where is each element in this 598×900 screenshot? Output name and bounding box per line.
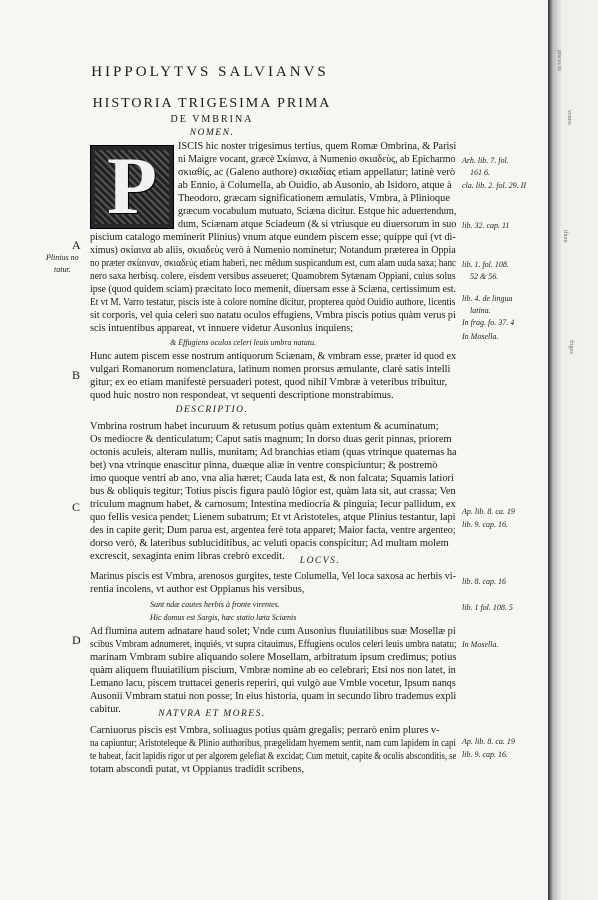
body-line: te habeat, facit lapidis rigor ut per algorem gelefiat & excidat; Cum metuit, capite & oculis absconditis, se [90, 751, 457, 762]
margin-note-right: 161 6. [470, 168, 490, 177]
body-line: quod huic nostro non respondeat, vt sequenti descriptione monstrabimus. [90, 390, 394, 401]
body-line: ni Maigre vocant, græcè Σκίαινα, à Numenio σκιαδεὺς, ab Epicharmo [178, 154, 456, 165]
facing-page-edge [548, 0, 598, 900]
body-line: cabitur. [90, 704, 121, 715]
body-line: scis intuentibus appareat, vt innuere videtur Ausonius inquiens; [90, 323, 354, 334]
body-line: Hunc autem piscem esse nostrum antiquorum Sciænam, & vmbram esse, præter id quod ex [90, 351, 457, 362]
body-line: quo fellis vesica pendet; Lienem subatrum; Et vt Aristoteles, atque Plinius testantur, lapi [90, 512, 456, 523]
margin-note-right: lib. 9. cap. 16. [462, 520, 508, 529]
body-line: no præter σκίαιναν, σκιαδεὺς etiam haberi, nec mêdum suspicandum est, cum alam uuda saxa; hanc [90, 258, 457, 269]
verse-line: Hic domus est Sargis, hæc statio læta Sciænis [150, 613, 297, 622]
body-line: quàm aliquem fluuiatilium piscium, Vmbræ nomine ab eo celebrari; Etsi nos non latet, in [90, 665, 456, 676]
margin-note-right: lib. 8. cap. 16 [462, 577, 506, 586]
margin-note-right: Ap. lib. 8. ca. 19 [462, 507, 515, 516]
chapter-title: HISTORIA TRIGESIMA PRIMA [92, 96, 332, 111]
gutter-text: ventre [566, 110, 572, 125]
body-line: sit corporis, vel quia celeri suo natatu oculos effugiens, Vmbra piscis potius quàm verus pi [90, 310, 456, 321]
body-line: Marinus piscis est Vmbra, arenosos gurgites, teste Columella, Vel loca saxosa ac herbis vi- [90, 571, 456, 582]
gutter-text: pisces in [556, 50, 562, 71]
margin-note-right: Arh. lib. 7. fol. [462, 156, 509, 165]
body-line: totam abscondi putat, vt Oppianus tradidit scribens, [90, 764, 305, 775]
body-line: ISCIS hic noster trigesimus tertius, quem Romæ Ombrina, & Parisi [178, 141, 457, 152]
margin-note-right: lib. 1. fol. 108. [462, 260, 509, 269]
margin-note-right: In Mosella. [462, 640, 499, 649]
body-line: Lemano lacu, piscem truttacei generis reperiri, qui vulgò aue Vmble vocetur, Ipsum nanqs [90, 678, 456, 689]
body-line: des in capite gerit; Dum parua est, argentea ferè tota apparet; Maior facta, ventre argenteo; [90, 525, 456, 536]
body-line: vulgari Romanorum nomenclatura, latinum nomen prorsus æmulante, clarè satis intelli [90, 364, 451, 375]
body-line: Et vt M. Varro testatur, piscis iste à colore nomine dicitur, propterea quòd Ouidio authore, licentis [90, 297, 456, 308]
body-line: scibus Vmbram adnumeret, inquiés, vt supra citauimus, Effugiens oculos celeri leuis umbra natatu; [90, 639, 457, 650]
body-line: Carniuorus piscis est Vmbra, soliuagus potius quàm gregalis; perrarò enim plures v- [90, 725, 440, 736]
margin-note-right: lib. 32. cap. 11 [462, 221, 510, 230]
section-head-nomen: NOMEN. [189, 128, 235, 138]
body-line: σκιαθίς, ac (Galeno authore) σκιαδίας etiam appellatur; latinè verò [178, 167, 456, 178]
decorated-initial [90, 145, 174, 229]
section-head-locus: LOCVS. [299, 556, 341, 566]
body-line: excrescit, sexaginta enim libras crebrò excedit. [90, 551, 285, 562]
body-line: Ad flumina autem adnatare haud solet; Vnde cum Ausonius fluuiatilibus suæ Mosellæ pi [90, 626, 456, 637]
body-line: nero saxa herbisq. colere, eisdem versibus asseueret; Quamobrem Sytænam Oppiani, cuius solus [90, 271, 456, 282]
body-line: Ausonii Vmbram statui non posse; In eius historia, quam in secundo libro trademus expli [90, 691, 457, 702]
margin-letter: A [72, 238, 81, 252]
margin-letter: D [72, 633, 81, 647]
margin-letter: C [72, 500, 81, 514]
margin-note-right: cla. lib. 2. fol. 29. II [462, 181, 526, 190]
body-line: dum, Sciænam atque Sciadeum (& si vtriusque eu diuersorum in suo [178, 219, 457, 230]
running-head: HIPPOLYTVS SALVIANVS [91, 64, 329, 80]
margin-note-right: lib. 1 fol. 108. 5 [462, 603, 513, 612]
margin-note-left: Plinius no [46, 253, 79, 262]
margin-note-right: latina. [470, 306, 491, 315]
body-line: gitur; ex eo etiam manifestè persuaderi potest, quod nihil Vmbræ à veteribus tribuitur, [90, 377, 448, 388]
body-line: Vmbrina rostrum habet incuruum & retusum potius quàm extentum & acuminatum; [90, 421, 439, 432]
body-line: dorso verò, & lateribus subluciditibus, ac veluti opacis conspicitur; Ad multam molem [90, 538, 449, 549]
section-head-descriptio: DESCRIPTIO. [175, 405, 249, 415]
body-line: octonis aculeis, alteram nullis, munitam; Ad branchias etiam (quas vtrinque quaternas ha [90, 447, 457, 458]
margin-note-right: lib. 4. de lingua [462, 294, 513, 303]
body-line: triculum magnum habet, & carnosum; Intestina mediocria & pinguia; Iecur pallidum, ex [90, 499, 456, 510]
body-line: ipse (quod quidem sciam) præcitato loco memenit, diuersam esse à Sciæna, certissimum est. [90, 284, 457, 295]
body-line: marinam Vmbram subire aliquando solere Mosellam, arbitratum ipsum credimus; potius [90, 652, 457, 663]
verse-line: & Effugiens oculos celeri leuis umbra natatu. [170, 338, 316, 347]
gutter-text: frigus [568, 340, 574, 354]
verse-line: Sunt ndæ cautes herbis à fronte virentes. [150, 600, 280, 609]
margin-note-right: Ap. lib. 8. ca. 19 [462, 737, 515, 746]
margin-note-right: lib. 9. cap. 16. [462, 750, 508, 759]
body-line: piscium catalogo meminerit Plinius) vnum atque eundem piscem esse; quippe qui (vt di- [90, 232, 456, 243]
margin-note-right: In frag. fo. 37. 4 [462, 318, 515, 327]
body-line: ab Ennio, à Columella, ab Ouidio, ab Ausonio, ab Isidoro, atque à [178, 180, 452, 191]
body-line: græcum vocabulum mutuato, Sciæna dicitur. Estque hic aduertendum, [178, 206, 457, 217]
body-line: ximus) σκίαινα ab aliis, σκιαδεὺς verò à Numenio nominetur; Notandum præterea in Oppia [90, 245, 456, 256]
chapter-subtitle: DE VMBRINA [170, 114, 254, 125]
body-line: rentia incolens, vt author est Oppianus his versibus, [90, 584, 305, 595]
body-line: bet) vna vtrinque enascitur pinna, duæque aliæ in ventre conspiciuntur; & postremò [90, 460, 438, 471]
body-line: imo quoque ventri ab ano, vna alia hæret; Cauda lata est, & non falcata; Squamis latiori [90, 473, 454, 484]
body-line: Os mediocre & denticulatum; Caput satis magnum; In dorso duas gerit pinnas, priorem [90, 434, 452, 445]
body-line: bus & obliquis tegitur; Totius piscis figura paulò lôgior est, quàm lata sit, aut crassa; Ven [90, 486, 456, 497]
margin-note-left: tatur. [54, 265, 71, 274]
margin-note-right: In Mosella. [462, 332, 499, 341]
margin-letter: B [72, 368, 81, 382]
initial-letter: P [106, 145, 158, 229]
body-line: na capiuntur; Aristoteleque & Plinio authoribus, prægelidam hyemem sentit, nam cum lapidem in capi [90, 738, 456, 749]
gutter-text: ilium [562, 230, 568, 243]
section-head-natura: NATVRA ET MORES. [158, 709, 266, 719]
body-line: Theodoro, græcam significationem æmulatis, Vmbra, à Plinioque [178, 193, 450, 204]
margin-note-right: 52 & 56. [470, 272, 499, 281]
